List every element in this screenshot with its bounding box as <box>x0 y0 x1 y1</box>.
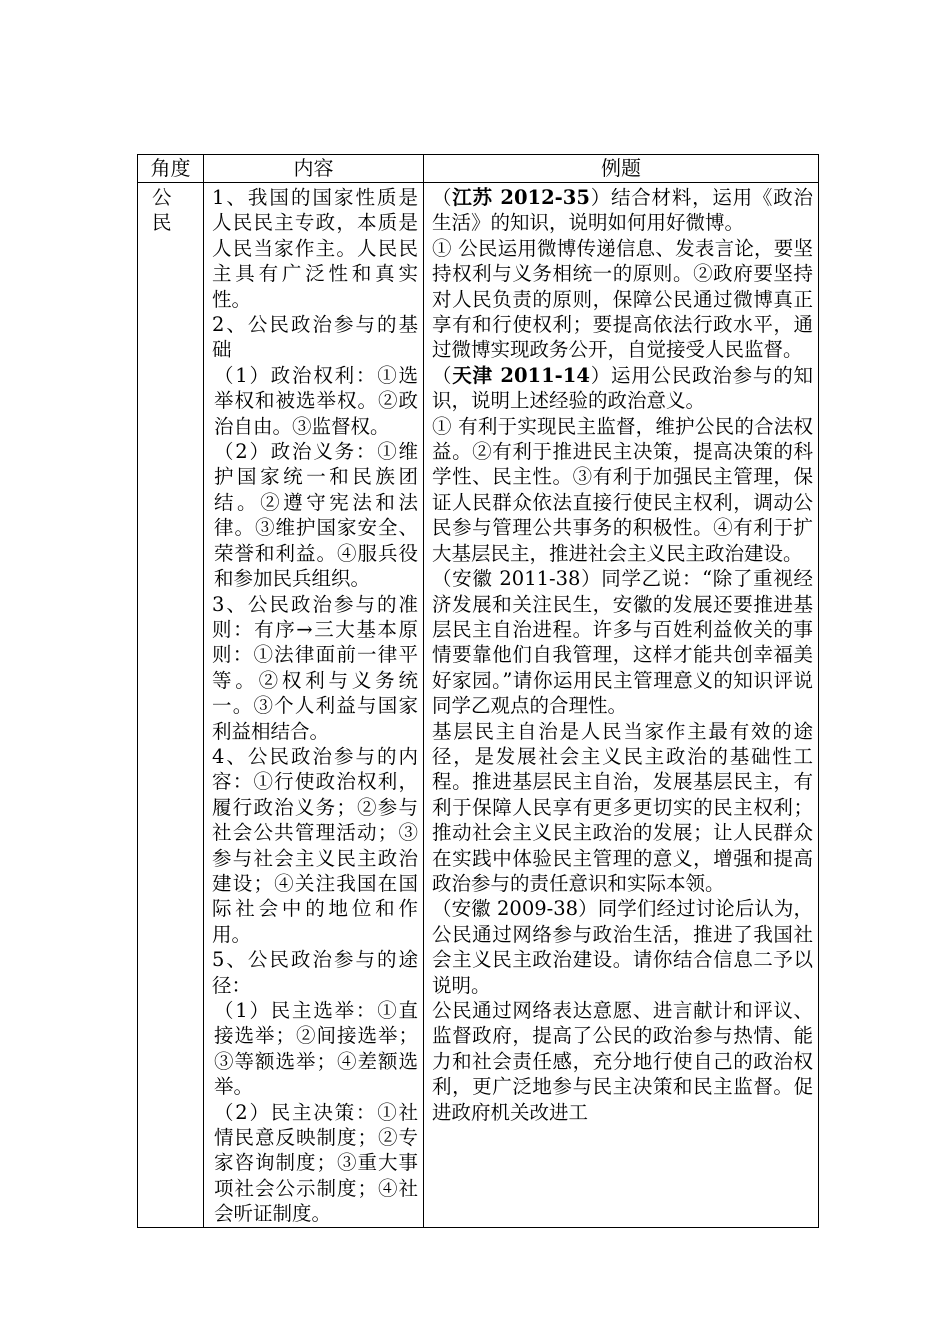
example-question: （天津 2011-14）运用公民政治参与的知识，说明上述经验的政治意义。 <box>432 363 813 413</box>
example-source: 江苏 2012-35 <box>452 186 590 209</box>
content-paragraph: （1）政治权利：①选举权和被选举权。②政治自由。③监督权。 <box>214 363 418 438</box>
example-question: （安徽 2011-38）同学乙说：“除了重视经济发展和关注民生，安徽的发展还要推进基层民主自治进程。许多与百姓利益攸关的事情要靠他们自我管理，这样才能共创幸福美好家园。”请你运用民主管理意义的知识评说同学乙观点的合理性。 <box>432 567 813 718</box>
content-table <box>137 154 819 1228</box>
header-angle: 角度 <box>138 155 204 183</box>
header-example: 例题 <box>424 155 819 183</box>
content-cell <box>204 183 424 1228</box>
example-answer: 公民通过网络表达意愿、进言献计和评议、监督政府，提高了公民的政治参与热情、能力和社会责任感，充分地行使自己的政治权利，更广泛地参与民主决策和民主监督。促进政府机关改进工 <box>432 999 813 1124</box>
example-answer: 基层民主自治是人民当家作主最有效的途径，是发展社会主义民主政治的基础性工程。推进基层民主自治，发展基层民主，有利于保障人民享有更多更切实的民主权利；推动社会主义民主政治的发展；让人民群众在实践中体验民主管理的意义，增强和提高政治参与的责任意识和实际本领。 <box>432 719 813 895</box>
content-paragraph: （2）政治义务：①维护国家统一和民族团结。②遵守宪法和法律。③维护国家安全、荣誉和利益。④服兵役和参加民兵组织。 <box>214 440 418 591</box>
table-header-row <box>138 155 819 183</box>
content-paragraph: （2）民主决策：①社情民意反映制度；②专家咨询制度；③重大事项社会公示制度；④社会听证制度。 <box>214 1100 418 1226</box>
content-paragraph: 1、我国的国家性质是人民民主专政，本质是人民当家作主。人民民主具有广泛性和真实性。 <box>212 186 418 311</box>
content-paragraph: 5、公民政治参与的途径： <box>212 948 418 997</box>
content-paragraph: 4、公民政治参与的内容：①行使政治权利，履行政治义务；②参与社会公共管理活动；③参与社会主义民主政治建设；④关注我国在国际社会中的地位和作用。 <box>212 744 418 946</box>
angle-cell <box>138 183 204 1228</box>
example-question: （安徽 2009-38）同学们经过讨论后认为，公民通过网络参与政治生活，推进了我国社会主义民主政治建设。请你结合信息二予以说明。 <box>432 897 813 997</box>
angle-char: 民 <box>152 211 172 235</box>
angle-char: 公 <box>152 186 172 209</box>
example-cell <box>424 183 819 1228</box>
content-paragraph: 2、公民政治参与的基础 <box>212 313 418 362</box>
content-paragraph: （1）民主选举：①直接选举；②间接选举；③等额选举；④差额选举。 <box>214 999 418 1099</box>
content-paragraph: 3、公民政治参与的准则：有序→三大基本原则：①法律面前一律平等。②权利与义务统一。③个人利益与国家利益相结合。 <box>212 592 418 743</box>
example-question: （江苏 2012-35）结合材料，运用《政治生活》的知识，说明如何用好微博。 <box>432 186 813 235</box>
example-answer: ① 公民运用微博传递信息、发表言论，要坚持权利与义务相统一的原则。②政府要坚持对人民负责的原则，保障公民通过微博真正享有和行使权利；要提高依法行政水平，通过微博实现政务公开，自觉接受人民监督。 <box>432 236 813 362</box>
example-answer: ① 有利于实现民主监督，维护公民的合法权益。②有利于推进民主决策，提高决策的科学性、民主性。③有利于加强民主管理，保证人民群众依法直接行使民主权利，调动公民参与管理公共事务的积极性。④有利于扩大基层民主，推进社会主义民主政治建设。 <box>432 414 813 565</box>
example-source: 天津 2011-14 <box>452 363 590 387</box>
header-content: 内容 <box>204 155 424 183</box>
table-row <box>138 183 819 1228</box>
